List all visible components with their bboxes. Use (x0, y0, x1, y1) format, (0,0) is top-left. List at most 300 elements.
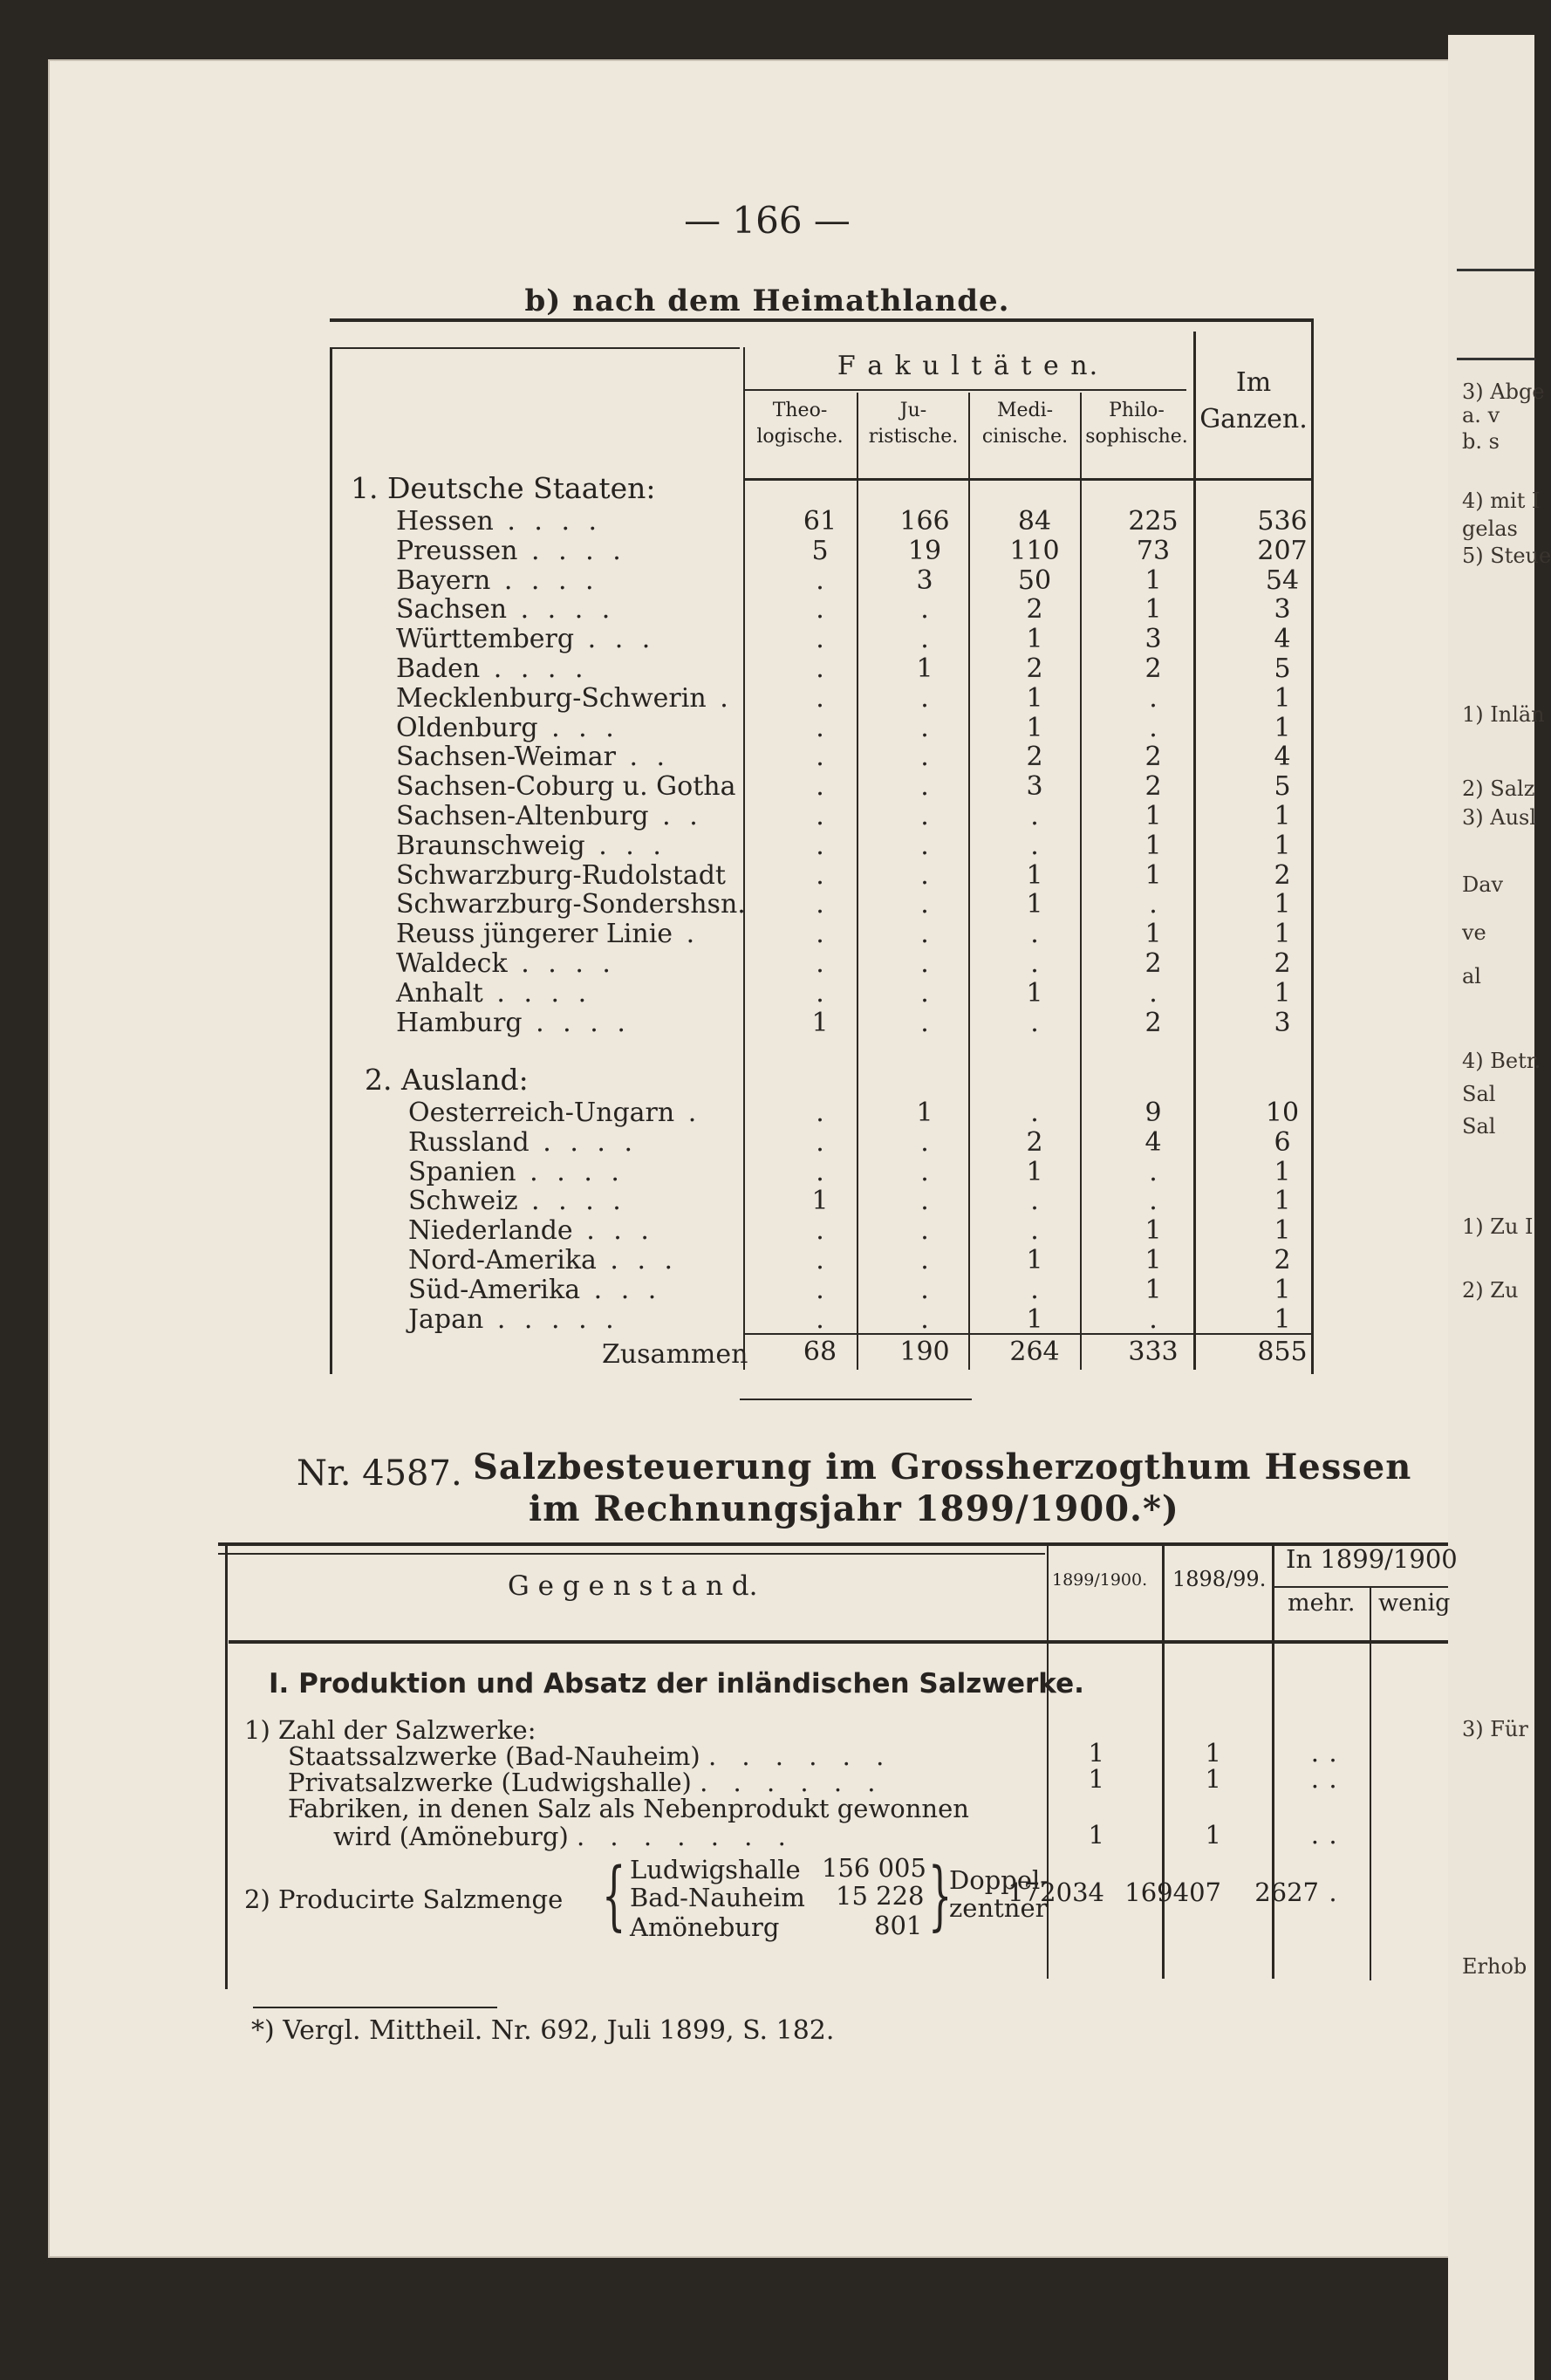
table-cell: . (920, 1007, 929, 1038)
table-cell: . (816, 1245, 824, 1275)
table-cell: 1 (1026, 977, 1043, 1009)
row-dots: . . . (596, 1245, 679, 1275)
table-cell: 1 (1274, 977, 1291, 1009)
margin-fragment: b. s (1462, 429, 1500, 454)
table1-faculty-underline (743, 389, 1186, 391)
item-fabriken-2: wird (Amöneburg) . . . . . . . (333, 1822, 795, 1851)
table-cell: 1 (811, 1007, 829, 1038)
amoneburg-label: Amöneburg (630, 1912, 780, 1942)
row-name: Baden (396, 653, 481, 684)
table-cell: . (816, 977, 824, 1009)
row-name: Hessen (396, 506, 494, 537)
total-cell: 264 (1009, 1337, 1060, 1367)
row-name: Bayern (396, 564, 491, 596)
margin-fragment: ve (1462, 920, 1486, 945)
table-row-label (408, 1304, 619, 1335)
table-cell: 2 (1144, 948, 1162, 979)
table-cell: . (920, 830, 929, 861)
document-title-line1 (473, 1446, 1411, 1488)
col-mehr: mehr. (1288, 1590, 1356, 1617)
table2-sub-rule (1274, 1586, 1448, 1588)
table-cell: 536 (1257, 506, 1308, 537)
row-dots: . (673, 919, 700, 950)
table-cell: 10 (1265, 1098, 1300, 1128)
table-cell: . (816, 771, 824, 803)
brace-left: { (602, 1852, 626, 1939)
table-cell: 1 (1026, 1245, 1043, 1275)
page-number: — 166 — (684, 199, 851, 242)
total-cell: 68 (803, 1337, 837, 1367)
table-cell: . (920, 742, 929, 773)
table-cell: 1 (811, 1186, 829, 1217)
table-cell: 1 (1274, 889, 1291, 920)
section-heading: b) nach dem Heimathlande. (524, 284, 1010, 318)
row-dots: . . . . (522, 1007, 631, 1038)
staats-text: Staatssalzwerke (Bad-Nauheim) (288, 1741, 700, 1771)
table-cell: 1 (1144, 830, 1162, 861)
table-cell: . (920, 1245, 929, 1275)
table-cell: 1 (1144, 919, 1162, 950)
table-cell: . (920, 948, 929, 979)
table-row-label (396, 889, 746, 920)
table-cell: 110 (1009, 535, 1060, 566)
table-cell: 1 (1026, 682, 1043, 714)
table-cell: . (1149, 682, 1158, 714)
row-name: Japan (408, 1303, 484, 1335)
table-cell: . (920, 801, 929, 831)
table-row-label (396, 771, 735, 802)
table-cell: . (920, 682, 929, 714)
table-cell: 2 (1026, 594, 1043, 626)
table-cell: 1 (1274, 830, 1291, 861)
table-row-label (396, 978, 591, 1009)
margin-fragment: 1) Zu I (1462, 1214, 1534, 1239)
row-dots: . . . . (516, 1156, 625, 1187)
margin-fragment: a. v (1462, 403, 1500, 427)
margin-fragment: 5) Steue (1462, 544, 1551, 568)
table-cell: 4 (1274, 742, 1291, 773)
margin-fragment: al (1462, 964, 1481, 988)
row-name: Oldenburg (396, 712, 538, 743)
table-row-label (408, 1127, 638, 1158)
table-cell: 19 (907, 535, 942, 566)
table-cell: 5 (1274, 771, 1291, 803)
faculty-col-header: Theo- logische. (756, 400, 844, 448)
row-name: Oesterreich-Ungarn (408, 1098, 675, 1128)
row-dots: . . (615, 742, 671, 773)
badnauheim-value: 15 228 (836, 1881, 925, 1911)
item-fabriken: Fabriken, in denen Salz als Nebenprodukt gewonnen (288, 1794, 969, 1823)
table-cell: 1 (1274, 1186, 1291, 1217)
fabriken2-text: wird (Amöneburg) (333, 1822, 569, 1851)
table-row-label (396, 801, 703, 831)
footnote: *) Vergl. Mittheil. Nr. 692, Juli 1899, S. 182. (251, 2015, 835, 2046)
table-cell: 2 (1144, 1007, 1162, 1038)
table-row-label (396, 624, 655, 654)
faculty-col-header: Ju- ristische. (868, 400, 959, 448)
table-cell: . (1149, 977, 1158, 1009)
row-dots: . . . (572, 1215, 654, 1247)
margin-fragment: Sal (1462, 1082, 1496, 1106)
group2-title: 2. Ausland: (365, 1063, 529, 1097)
table-cell: 166 (899, 506, 950, 537)
table2-col-rule-4 (1370, 1588, 1371, 1980)
table-cell: 225 (1128, 506, 1179, 537)
table-cell: . (920, 624, 929, 655)
table-cell: 1 (1144, 564, 1162, 596)
table-row-label (396, 919, 700, 949)
table-cell: 1 (1026, 712, 1043, 743)
table-cell: . (816, 624, 824, 655)
margin-fragment: gelas (1462, 516, 1518, 541)
row-name: Anhalt (396, 977, 483, 1009)
total-cell: 333 (1128, 1337, 1179, 1367)
table2-cell: 1 (1088, 1764, 1104, 1794)
table2-cell: 2627 (1254, 1877, 1319, 1907)
footnote-rule (253, 2007, 497, 2008)
table-cell: . (920, 919, 929, 950)
adjacent-page-strip (1448, 35, 1551, 2380)
table2-header-bottom-rule (229, 1640, 1448, 1644)
table-cell: 3 (1274, 1007, 1291, 1038)
table-cell: . (816, 1303, 824, 1335)
title-text-2: im Rechnungsjahr 1899/1900.*) (529, 1488, 1179, 1529)
table-cell: . (1030, 1215, 1039, 1247)
table-cell: . (1030, 919, 1039, 950)
table2-cell: . (1310, 1738, 1319, 1768)
table-cell: . (816, 653, 824, 684)
table2-cell: 1 (1088, 1820, 1104, 1850)
ludwigshalle-label: Ludwigshalle (630, 1855, 801, 1884)
table-cell: 3 (916, 564, 933, 596)
table-cell: . (920, 771, 929, 803)
table-cell: . (920, 1215, 929, 1247)
table-cell: 5 (1274, 653, 1291, 684)
table2-top-rule-thin (218, 1553, 1045, 1555)
table-cell: 2 (1274, 1245, 1291, 1275)
table-cell: . (816, 1098, 824, 1128)
item-privat: Privatsalzwerke (Ludwigshalle) . . . . . . (288, 1768, 885, 1797)
table-cell: 1 (916, 653, 933, 684)
row-name: Mecklenburg-Schwerin (396, 682, 707, 714)
item-menge: 2) Producirte Salzmenge (244, 1884, 564, 1914)
table2-cell: 1 (1205, 1764, 1221, 1794)
table-cell: . (816, 564, 824, 596)
table2-cell: 1 (1205, 1820, 1221, 1850)
faculty-col-header: Philo- sophische. (1085, 400, 1188, 448)
total-cell: 855 (1257, 1337, 1308, 1367)
col-1898: 1898/99. (1172, 1567, 1267, 1591)
table-row-label (408, 1098, 701, 1128)
margin-fragment: Sal (1462, 1114, 1496, 1139)
table2-top-rule (218, 1542, 1448, 1546)
table-cell: . (816, 1215, 824, 1247)
table2-cell: 172034 (1008, 1877, 1104, 1907)
table-cell: 1 (1144, 1215, 1162, 1247)
table-cell: 1 (1274, 1156, 1291, 1187)
table-cell: . (816, 830, 824, 861)
table1-header-bottom-rule (743, 478, 1314, 481)
row-name: Süd-Amerika (408, 1274, 581, 1305)
table-row-label (396, 565, 599, 596)
table2-cell: . (1329, 1820, 1337, 1850)
row-name: Schwarzburg-Sondershsn. (396, 889, 746, 920)
margin-rule (1457, 358, 1535, 360)
table-row-label (396, 506, 602, 537)
row-dots: . (706, 682, 734, 714)
table-row-label (396, 831, 666, 861)
table2-cell: 1 (1205, 1738, 1221, 1768)
total-header: Im Ganzen. (1199, 367, 1308, 434)
table-cell: 2 (1026, 653, 1043, 684)
unit-line2: zentner (949, 1893, 1048, 1923)
table-cell: . (920, 1156, 929, 1187)
table1-top-rule-thin (330, 347, 740, 349)
margin-fragment: 1) Inlän (1462, 702, 1545, 727)
table-cell: 73 (1136, 535, 1171, 566)
table-row-label (408, 1157, 625, 1187)
table-cell: 1 (1026, 1303, 1043, 1335)
table-cell: . (920, 1186, 929, 1217)
margin-fragment: Dav (1462, 872, 1504, 897)
table-cell: 2 (1144, 742, 1162, 773)
section-head-produktion: I. Produktion und Absatz der inländischen Salzwerke. (269, 1668, 1084, 1700)
row-dots: . . . . (493, 506, 603, 537)
table-cell: 1 (1274, 1274, 1291, 1305)
total-cell: 190 (899, 1337, 950, 1367)
row-dots: . . . (580, 1274, 662, 1305)
margin-fragment: 2) Salz (1462, 776, 1535, 801)
table-cell: 1 (1026, 889, 1043, 920)
item-zahl: 1) Zahl der Salzwerke: (244, 1715, 536, 1745)
table2-cell: . (1329, 1738, 1337, 1768)
row-name: Reuss jüngerer Linie (396, 919, 673, 950)
table-cell: . (816, 682, 824, 714)
table-cell: . (1149, 1156, 1158, 1187)
row-dots: . . . . (480, 653, 589, 684)
table-cell: 1 (1274, 1303, 1291, 1335)
table-cell: . (1030, 1007, 1039, 1038)
table-cell: 2 (1144, 653, 1162, 684)
table-cell: 1 (916, 1098, 933, 1128)
table-cell: 84 (1017, 506, 1052, 537)
table2-cell: . (1329, 1877, 1337, 1907)
row-dots: . . . . (507, 594, 616, 626)
table-cell: 9 (1144, 1098, 1162, 1128)
row-dots: . . . . . (483, 1303, 619, 1335)
table-cell: 4 (1144, 1126, 1162, 1158)
brace-right: } (928, 1852, 953, 1939)
table-cell: 1 (1274, 682, 1291, 714)
row-name: Nord-Amerika (408, 1245, 597, 1275)
row-dots: . . . . (529, 1126, 639, 1158)
faculty-col-header: Medi- cinische. (981, 400, 1069, 448)
row-name: Russland (408, 1126, 530, 1158)
row-dots: . . . . (507, 948, 616, 979)
table-cell: . (816, 859, 824, 891)
table-cell: . (816, 742, 824, 773)
row-name: Schwarzburg-Rudolstadt (396, 859, 726, 891)
table-cell: . (1030, 830, 1039, 861)
table-row-label (396, 653, 589, 684)
table-cell: 1 (1274, 919, 1291, 950)
table-row-label (396, 860, 726, 891)
row-name: Niederlande (408, 1215, 573, 1247)
table-row-label (396, 742, 670, 772)
row-name: Braunschweig (396, 830, 585, 861)
table-cell: . (816, 1156, 824, 1187)
table-cell: . (920, 889, 929, 920)
table-row-label (408, 1215, 654, 1246)
row-name: Spanien (408, 1156, 516, 1187)
table1-col-rule-1 (743, 347, 745, 1370)
row-name: Württemberg (396, 624, 575, 655)
table-cell: 1 (1144, 1274, 1162, 1305)
table-cell: 2 (1274, 859, 1291, 891)
table-cell: 3 (1274, 594, 1291, 626)
col-1899: 1899/1900. (1052, 1570, 1148, 1590)
table-cell: . (816, 1274, 824, 1305)
table-cell: . (816, 948, 824, 979)
table-cell: . (816, 801, 824, 831)
row-name: Waldeck (396, 948, 508, 979)
table-cell: . (816, 919, 824, 950)
table-cell: . (1149, 889, 1158, 920)
table-row-label (408, 1186, 626, 1216)
row-name: Schweiz (408, 1186, 518, 1217)
table-cell: . (1149, 1186, 1158, 1217)
table-cell: . (920, 977, 929, 1009)
document-nr: Nr. 4587. (297, 1453, 462, 1494)
table-cell: 1 (1274, 801, 1291, 831)
table-cell: 2 (1144, 771, 1162, 803)
table-cell: 1 (1144, 1245, 1162, 1275)
table-cell: . (1149, 712, 1158, 743)
table-cell: . (920, 1274, 929, 1305)
margin-fragment: 2) Zu (1462, 1278, 1519, 1303)
table-cell: . (920, 594, 929, 626)
table-cell: . (920, 1303, 929, 1335)
row-name: Sachsen-Altenburg (396, 801, 649, 831)
table-cell: . (1030, 1274, 1039, 1305)
col-in-year: In 1899/1900 (1286, 1544, 1458, 1574)
row-dots: . . . . (482, 977, 592, 1009)
table-cell: . (920, 1126, 929, 1158)
row-name: Preussen (396, 535, 518, 566)
table-cell: 1 (1026, 1156, 1043, 1187)
margin-fragment: 4) Betr. (1462, 1049, 1541, 1073)
table-cell: 3 (1026, 771, 1043, 803)
badnauheim-label: Bad-Nauheim (630, 1883, 805, 1912)
row-dots: . . . (574, 624, 656, 655)
table-row-label (396, 1008, 631, 1038)
margin-fragment: 3) Für (1462, 1717, 1528, 1741)
table-cell: 207 (1257, 535, 1308, 566)
table-row-label (396, 594, 615, 625)
table-cell: . (1030, 948, 1039, 979)
row-name: Hamburg (396, 1007, 523, 1038)
table-cell: . (816, 1126, 824, 1158)
table-cell: 3 (1144, 624, 1162, 655)
table2-cell: 1 (1088, 1738, 1104, 1768)
table-row-label (396, 683, 734, 714)
table-cell: . (816, 889, 824, 920)
table2-cell: 169407 (1124, 1877, 1221, 1907)
item-staats: Staatssalzwerke (Bad-Nauheim) . . . . . . (288, 1741, 893, 1771)
table-cell: . (816, 712, 824, 743)
table2-left-rule (225, 1544, 228, 1989)
row-name: Sachsen-Coburg u. Gotha (396, 771, 736, 803)
table-cell: 1 (1144, 859, 1162, 891)
table-row-label (408, 1275, 661, 1305)
col-wenig: wenig (1378, 1590, 1451, 1617)
row-dots: . . . . (490, 564, 599, 596)
group1-title: 1. Deutsche Staaten: (351, 471, 656, 505)
table-cell: 1 (1026, 859, 1043, 891)
unit-line1: Doppel- (949, 1865, 1049, 1895)
table-cell: 2 (1026, 1126, 1043, 1158)
table-cell: 6 (1274, 1126, 1291, 1158)
ludwigshalle-value: 156 005 (822, 1853, 926, 1883)
section-divider (740, 1399, 972, 1400)
row-dots: . . . (537, 712, 619, 743)
table-cell: 1 (1274, 712, 1291, 743)
margin-fragment: Erhob (1462, 1954, 1527, 1979)
table2-cell: . (1310, 1764, 1319, 1794)
margin-rule (1457, 269, 1535, 271)
row-dots: . . (648, 801, 703, 831)
total-label: Zusammen (602, 1339, 748, 1370)
margin-fragment: 3) Ausl (1462, 805, 1537, 830)
title-text-1: Salzbesteuerung im Grossherzogthum Hessen (473, 1446, 1412, 1488)
table-cell: 1 (1026, 624, 1043, 655)
table-cell: 2 (1026, 742, 1043, 773)
row-name: Sachsen-Weimar (396, 742, 616, 773)
amoneburg-value: 801 (874, 1911, 923, 1940)
margin-fragment: 4) mit I (1462, 489, 1541, 513)
table-cell: . (816, 594, 824, 626)
faculties-header: F a k u l t ä t e n. (837, 351, 1100, 381)
table1-top-rule (330, 318, 1314, 322)
row-dots: . . . (584, 830, 666, 861)
table1-left-rule (330, 349, 332, 1374)
document-title-line2 (529, 1488, 1179, 1529)
row-dots: . . . . (517, 535, 626, 566)
table2-cell: . (1310, 1820, 1319, 1850)
row-dots: . (674, 1098, 702, 1128)
table-cell: 61 (803, 506, 837, 537)
table-cell: 54 (1265, 564, 1300, 596)
table-cell: . (1030, 1186, 1039, 1217)
col-gegenstand: G e g e n s t a n d. (508, 1570, 758, 1602)
row-dots: . . . . (517, 1186, 626, 1217)
table-row-label (396, 948, 616, 979)
table-cell: 50 (1017, 564, 1052, 596)
margin-fragment: 3) Abge (1462, 380, 1545, 404)
table-row-label (396, 713, 619, 743)
table-row-label (396, 536, 626, 566)
table-cell: 1 (1144, 801, 1162, 831)
table-cell: . (920, 859, 929, 891)
table-cell: 4 (1274, 624, 1291, 655)
table-cell: 5 (811, 535, 829, 566)
table-cell: 1 (1144, 594, 1162, 626)
table-cell: . (920, 712, 929, 743)
table-cell: . (1030, 1098, 1039, 1128)
table2-cell: . (1329, 1764, 1337, 1794)
table-cell: 1 (1274, 1215, 1291, 1247)
table-cell: . (1149, 1303, 1158, 1335)
